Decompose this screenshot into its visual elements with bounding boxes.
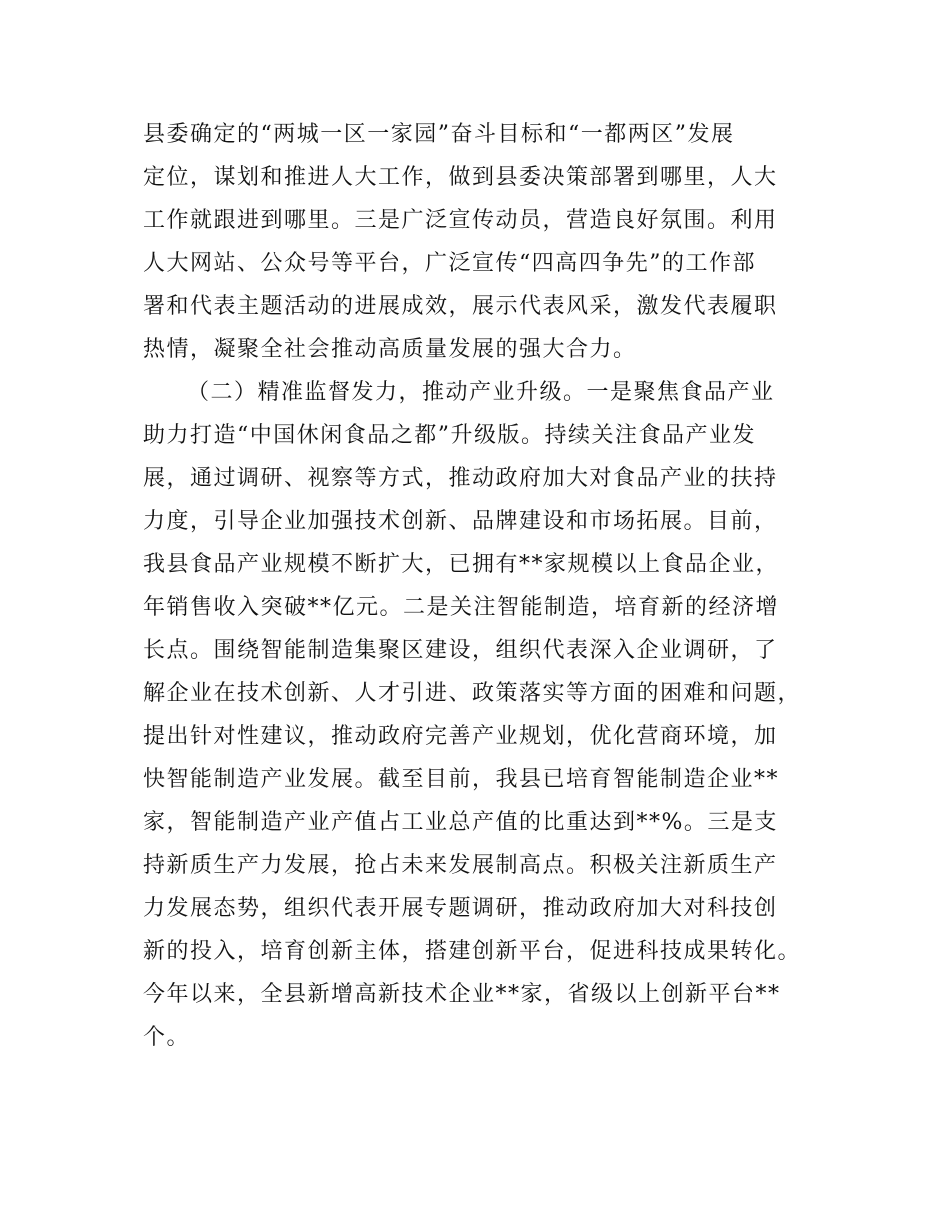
- paragraph-line: （二）精准监督发力，推动产业升级。一是聚焦食品产业: [187, 380, 775, 405]
- paragraph-line: 展，通过调研、视察等方式，推动政府加大对食品产业的扶持: [143, 466, 778, 491]
- paragraph-line: 提出针对性建议，推动政府完善产业规划，优化营商环境，加: [143, 724, 778, 749]
- paragraph-line: 热情，凝聚全社会推动高质量发展的强大合力。: [143, 337, 637, 362]
- paragraph-line: 力发展态势，组织代表开展专题调研，推动政府加大对科技创: [143, 896, 778, 921]
- paragraph-line: 家，智能制造产业产值占工业总产值的比重达到**%。三是支: [143, 810, 778, 835]
- paragraph-line: 个。: [143, 1025, 191, 1050]
- paragraph-line: 助力打造“中国休闲食品之都”升级版。持续关注食品产业发: [143, 423, 756, 448]
- paragraph-line: 长点。围绕智能制造集聚区建设，组织代表深入企业调研，了: [143, 638, 778, 663]
- paragraph-line: 力度，引导企业加强技术创新、品牌建设和市场拓展。目前，: [143, 509, 778, 534]
- paragraph-line: 定位，谋划和推进人大工作，做到县委决策部署到哪里，人大: [143, 165, 778, 190]
- paragraph-line: 解企业在技术创新、人才引进、政策落实等方面的困难和问题，: [143, 681, 802, 706]
- paragraph-line: 快智能制造产业发展。截至目前，我县已培育智能制造企业**: [143, 767, 780, 792]
- paragraph-line: 新的投入，培育创新主体，搭建创新平台，促进科技成果转化。: [143, 939, 802, 964]
- paragraph-line: 署和代表主题活动的进展成效，展示代表风采，激发代表履职: [143, 294, 778, 319]
- paragraph-line: 人大网站、公众号等平台，广泛宣传“四高四争先”的工作部: [143, 251, 756, 276]
- paragraph-line: 持新质生产力发展，抢占未来发展制高点。积极关注新质生产: [143, 853, 778, 878]
- paragraph-line: 年销售收入突破**亿元。二是关注智能制造，培育新的经济增: [143, 595, 780, 620]
- paragraph-line: 县委确定的“两城一区一家园”奋斗目标和“一都两区”发展: [143, 122, 735, 147]
- paragraph-line: 我县食品产业规模不断扩大，已拥有**家规模以上食品企业，: [143, 552, 780, 577]
- paragraph-line: 工作就跟进到哪里。三是广泛宣传动员，营造良好氛围。利用: [143, 208, 778, 233]
- paragraph-line: 今年以来，全县新增高新技术企业**家，省级以上创新平台**: [143, 982, 781, 1007]
